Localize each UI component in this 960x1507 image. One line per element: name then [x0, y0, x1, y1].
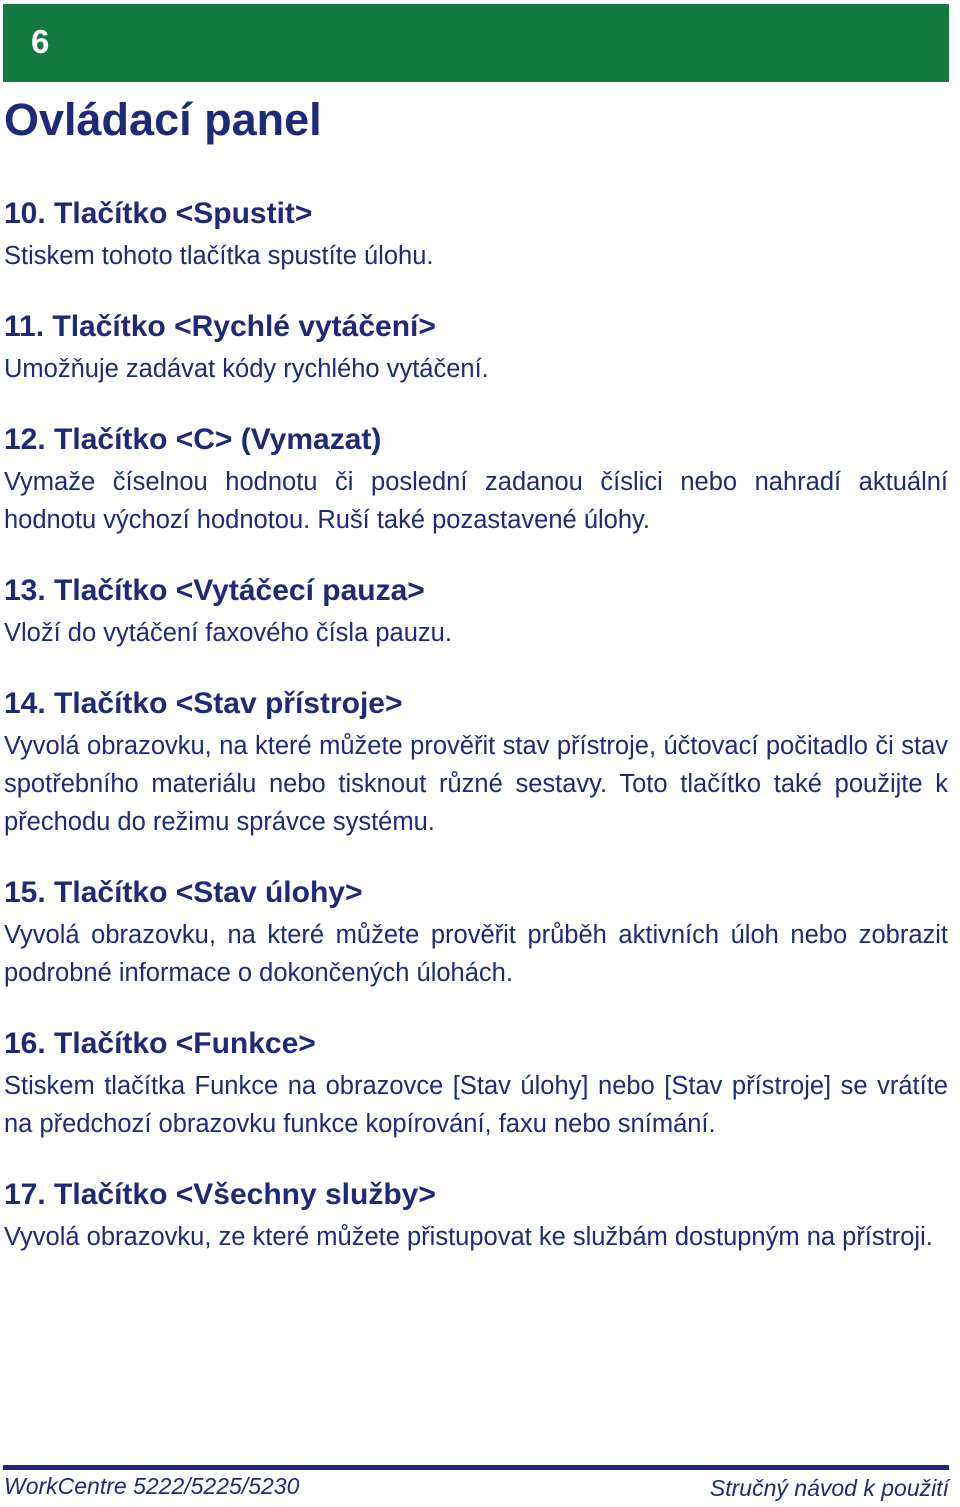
section-text: Stiskem tohoto tlačítka spustíte úlohu.	[4, 242, 434, 270]
section-heading: 11. Tlačítko <Rychlé vytáčení>	[4, 310, 436, 343]
page-header-bar	[3, 4, 949, 82]
section-text: Vyvolá obrazovku, na které můžete prověřit průběh aktivních úloh nebo zobrazit podrobné informace o dokončených úlohách.	[4, 921, 948, 987]
section-text: Umožňuje zadávat kódy rychlého vytáčení.	[4, 355, 489, 383]
section-heading: 15. Tlačítko <Stav úlohy>	[4, 876, 363, 909]
section-job-status-button	[4, 873, 948, 992]
section-clear-button	[4, 420, 948, 539]
section-heading: 12. Tlačítko <C> (Vymazat)	[4, 423, 382, 456]
section-heading: 16. Tlačítko <Funkce>	[4, 1027, 316, 1060]
section-features-button	[4, 1024, 948, 1143]
section-heading: 10. Tlačítko <Spustit>	[4, 197, 313, 230]
footer-product-name: WorkCentre 5222/5225/5230	[4, 1473, 300, 1499]
section-text: Vyvolá obrazovku, na které můžete prověřit stav přístroje, účtovací počitadlo či stav spotřebního materiálu nebo tisknout různé sestavy. Toto tlačítko také použijte k přechodu do režimu správce systému.	[4, 732, 948, 836]
section-start-button	[4, 194, 948, 275]
page-number: 6	[31, 23, 50, 60]
footer-divider	[3, 1465, 949, 1470]
section-heading: 14. Tlačítko <Stav přístroje>	[4, 687, 403, 720]
section-heading: 17. Tlačítko <Všechny služby>	[4, 1178, 436, 1211]
footer-guide-title: Stručný návod k použití	[709, 1475, 949, 1501]
section-machine-status-button	[4, 684, 948, 841]
section-text: Stiskem tlačítka Funkce na obrazovce [Stav úlohy] nebo [Stav přístroje] se vrátíte na předchozí obrazovku funkce kopírování, faxu nebo snímání.	[4, 1072, 948, 1138]
section-text: Vymaže číselnou hodnotu či poslední zadanou číslici nebo nahradí aktuální hodnotu výchozí hodnotou. Ruší také pozastavené úlohy.	[4, 468, 948, 534]
section-text: Vyvolá obrazovku, ze které můžete přistupovat ke službám dostupným na přístroji.	[4, 1223, 933, 1251]
section-text: Vloží do vytáčení faxového čísla pauzu.	[4, 619, 452, 647]
section-heading: 13. Tlačítko <Vytáčecí pauza>	[4, 574, 425, 607]
page-title: Ovládací panel	[4, 94, 322, 145]
section-dial-pause-button	[4, 571, 948, 652]
section-speed-dial-button	[4, 307, 948, 388]
section-all-services-button	[4, 1175, 948, 1256]
content	[4, 194, 948, 1288]
